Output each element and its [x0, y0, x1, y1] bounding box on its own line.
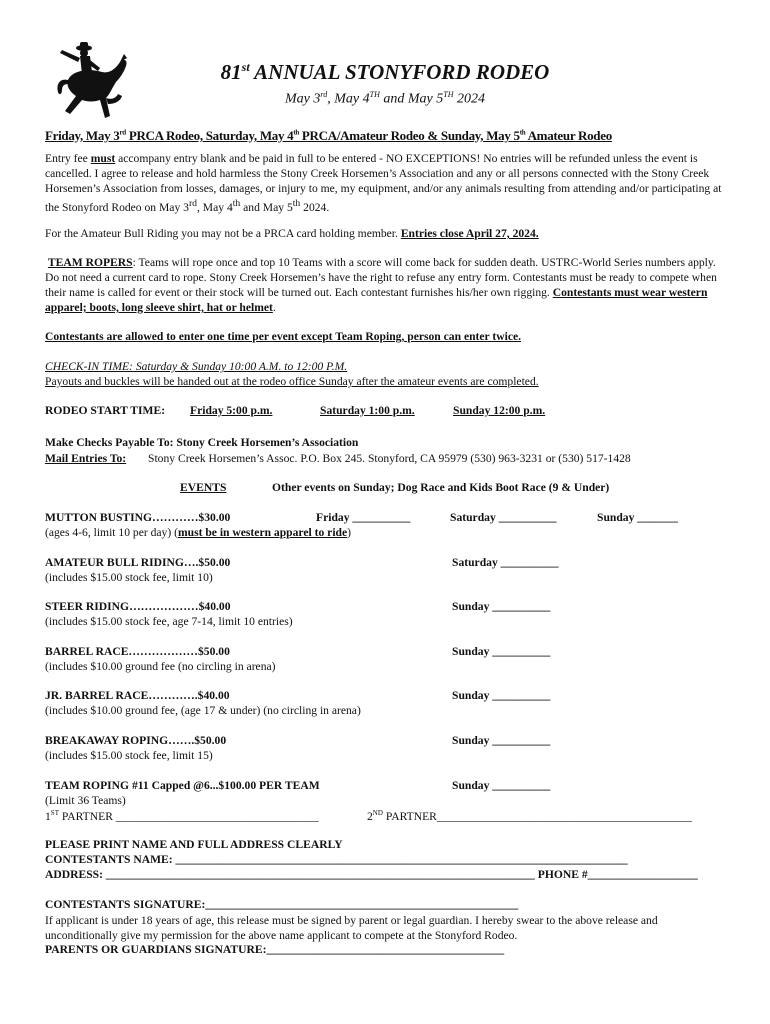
- bull-note: (includes $15.00 stock fee, limit 10): [45, 571, 213, 584]
- event-barrel-race: BARREL RACE………………$50.00: [45, 645, 230, 658]
- guardian-release-text: If applicant is under 18 years of age, this release must be signed by parent or legal guardian. I hereby swear to the above release and unconditionally give my permission for the above name applicant to compete at the Stonyford Rodeo.: [45, 914, 658, 942]
- payouts-note: Payouts and buckles will be handed out at the rodeo office Sunday after the amateur events are completed.: [45, 375, 539, 388]
- start-time-label: RODEO START TIME:: [45, 404, 166, 417]
- page-title: 81st ANNUAL STONYFORD RODEO: [220, 60, 550, 84]
- event-mutton-busting: MUTTON BUSTING…………$30.00: [45, 511, 231, 524]
- start-time-sunday: Sunday 12:00 p.m.: [453, 404, 546, 417]
- mail-entries-label: Mail Entries To:: [45, 452, 127, 465]
- second-partner-field[interactable]: 2ND PARTNER____________________________________________: [367, 809, 692, 823]
- entry-limit-note: Contestants are allowed to enter one time per event except Team Roping, person can enter twice.: [45, 330, 522, 343]
- mutton-note: (ages 4-6, limit 10 per day) (must be in western apparel to ride): [45, 526, 352, 539]
- event-jr-barrel-race: JR. BARREL RACE………….$40.00: [45, 689, 230, 702]
- contestant-signature-field[interactable]: CONTESTANTS SIGNATURE:______________________________________________________: [45, 898, 519, 911]
- events-heading: EVENTS: [180, 481, 227, 494]
- barrel-note: (includes $10.00 ground fee (no circling in arena): [45, 660, 276, 673]
- entry-terms: Entry fee must accompany entry blank and be paid in full to be entered - NO EXCEPTIONS! No entries will be refunded unless the event is cancelled. I agree to release and hold harmless the Stony Creek Horsemen’s Association and any or all persons connected with the Stony Creek Horsemen’s Association from losses, damages, or injury to me, my equipment, and/or any animals resulting from attending and/or participating at the Stonyford Rodeo on May 3rd, May 4th and May 5th 2024.: [45, 152, 722, 214]
- breakaway-note: (includes $15.00 stock fee, limit 15): [45, 749, 213, 762]
- jr-barrel-note: (includes $10.00 ground fee, (age 17 & under) (no circling in arena): [45, 704, 361, 717]
- team-ropers-rules: TEAM ROPERS: Teams will rope once and top 10 Teams with a score will come back for sudden death. USTRC-World Series numbers apply. Do not need a current card to rope. Stony Creek Horsemen’s have the right to refuse any entry form. Contestants must be ready to compete when their name is called for event or their stock will be turned out. Each contestant furnishes his/her own rigging. Contestants must wear western apparel; boots, long sleeve shirt, hat or helmet.: [45, 256, 717, 314]
- start-time-friday: Friday 5:00 p.m.: [190, 404, 273, 417]
- address-phone-field[interactable]: ADDRESS: __________________________________________________________________________ PHONE #___________________: [45, 868, 698, 881]
- bull-riding-note: For the Amateur Bull Riding you may not be a PRCA card holding member. Entries close April 27, 2024.: [45, 227, 539, 240]
- start-time-saturday: Saturday 1:00 p.m.: [320, 404, 415, 417]
- event-schedule: Friday, May 3rd PRCA Rodeo, Saturday, May 4th PRCA/Amateur Rodeo & Sunday, May 5th Amateur Rodeo: [45, 128, 612, 143]
- steer-note: (includes $15.00 stock fee, age 7-14, limit 10 entries): [45, 615, 293, 628]
- rodeo-dates: May 3rd, May 4TH and May 5TH 2024: [285, 90, 485, 107]
- team-roping-sunday-entry[interactable]: Sunday __________: [452, 779, 551, 792]
- jr-barrel-sunday-entry[interactable]: Sunday __________: [452, 689, 551, 702]
- team-roping-limit: (Limit 36 Teams): [45, 794, 126, 807]
- event-steer-riding: STEER RIDING………………$40.00: [45, 600, 231, 613]
- contestant-name-field[interactable]: CONTESTANTS NAME: ______________________________________________________________________________: [45, 853, 628, 866]
- other-events-note: Other events on Sunday; Dog Race and Kids Boot Race (9 & Under): [272, 481, 610, 494]
- print-instruction: PLEASE PRINT NAME AND FULL ADDRESS CLEARLY: [45, 838, 343, 851]
- checks-payable: Make Checks Payable To: Stony Creek Horsemen’s Association: [45, 436, 359, 449]
- mutton-saturday-entry[interactable]: Saturday __________: [450, 511, 557, 524]
- steer-sunday-entry[interactable]: Sunday __________: [452, 600, 551, 613]
- breakaway-sunday-entry[interactable]: Sunday __________: [452, 734, 551, 747]
- event-breakaway-roping: BREAKAWAY ROPING…….$50.00: [45, 734, 227, 747]
- guardian-signature-field[interactable]: PARENTS OR GUARDIANS SIGNATURE:_________________________________________: [45, 943, 505, 956]
- first-partner-field[interactable]: 1ST PARTNER ___________________________________: [45, 809, 319, 823]
- event-team-roping: TEAM ROPING #11 Capped @6...$100.00 PER TEAM: [45, 779, 320, 792]
- event-bull-riding: AMATEUR BULL RIDING….$50.00: [45, 556, 231, 569]
- bull-saturday-entry[interactable]: Saturday __________: [452, 556, 559, 569]
- mutton-friday-entry[interactable]: Friday __________: [316, 511, 411, 524]
- check-in-time: CHECK-IN TIME: Saturday & Sunday 10:00 A.M. to 12:00 P.M.: [45, 360, 348, 373]
- mutton-sunday-entry[interactable]: Sunday _______: [597, 511, 678, 524]
- barrel-sunday-entry[interactable]: Sunday __________: [452, 645, 551, 658]
- mail-address: Stony Creek Horsemen’s Assoc. P.O. Box 245. Stonyford, CA 95979 (530) 963-3231 or (530) 517-1428: [148, 452, 631, 465]
